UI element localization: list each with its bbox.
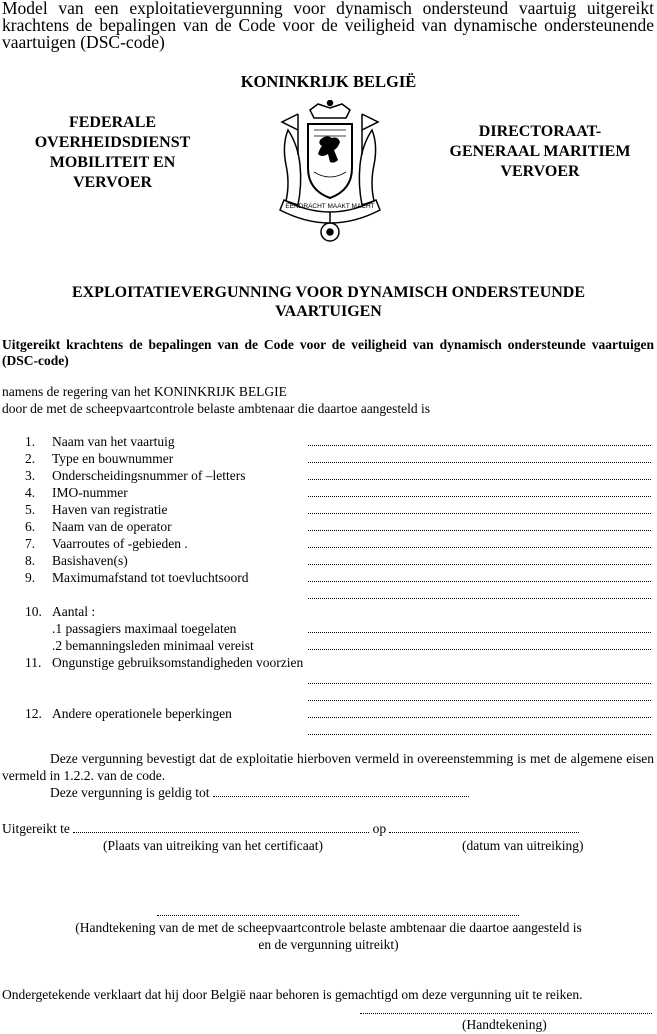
list-item: [0, 688, 657, 705]
fill-in-field[interactable]: [308, 452, 651, 463]
declarant-signature-field[interactable]: [360, 1003, 652, 1014]
fill-in-field[interactable]: [308, 503, 651, 514]
right-authority: DIRECTORAAT-GENERAAL MARITIEM VERVOER: [449, 123, 631, 180]
fill-in-field[interactable]: [308, 724, 651, 735]
fill-in-field[interactable]: [308, 707, 651, 718]
place-field[interactable]: [73, 821, 369, 833]
fill-in-field[interactable]: [308, 571, 651, 582]
list-item: 6. Naam van de operator: [0, 518, 657, 535]
left-authority: FEDERALE OVERHEIDSDIENST MOBILITEIT EN VERVOER: [34, 114, 191, 191]
valid-until-row: [2, 784, 654, 801]
list-item: 9. Maximumafstand tot toevluchtsoord: [0, 569, 657, 586]
certificate-subtitle: Uitgereikt krachtens de bepalingen van de Code voor de veiligheid van dynamisch ondersteunde vaartuigen (DSC-code): [2, 337, 654, 368]
list-item: [0, 722, 657, 739]
list-item: 1. Naam van het vaartuig: [0, 433, 657, 450]
list-item: 8. Basishaven(s): [0, 552, 657, 569]
date-field[interactable]: [389, 821, 579, 833]
official-signature-field[interactable]: [157, 905, 519, 916]
place-caption: (Plaats van uitreiking van het certificaat): [103, 838, 324, 853]
intro-text: Model van een exploitatievergunning voor dynamisch ondersteund vaartuig uitgereikt krachtens de bepalingen van de Code voor de veiligheid van dynamische ondersteunende vaartuigen (DSC-code): [2, 0, 654, 52]
on-behalf-text: [2, 383, 654, 417]
list-item: .2 bemanningsleden minimaal vereist: [0, 637, 657, 654]
fill-in-field[interactable]: [308, 588, 651, 599]
fill-in-field[interactable]: [308, 554, 651, 565]
on-behalf-line2: door de met de scheepvaartcontrole belaste ambtenaar die daartoe aangesteld is: [2, 401, 431, 416]
fill-in-field[interactable]: [308, 435, 651, 446]
on-behalf-line1: namens de regering van het KONINKRIJK BELGIE: [2, 384, 287, 399]
fill-in-field[interactable]: [308, 690, 651, 701]
confirmation-text: [2, 750, 654, 801]
fill-in-field[interactable]: [308, 469, 651, 480]
declaration-text: Ondergetekende verklaart dat hij door België naar behoren is gemachtigd om deze vergunning uit te reiken.: [2, 987, 583, 1002]
list-item: 2. Type en bouwnummer: [0, 450, 657, 467]
signature-caption-line1: (Handtekening van de met de scheepvaartcontrole belaste ambtenaar die daartoe aangesteld is: [75, 920, 582, 935]
list-item: [0, 586, 657, 603]
certificate-title: EXPLOITATIEVERGUNNING VOOR DYNAMISCH ONDERSTEUNDE VAARTUIGEN: [71, 284, 586, 320]
list-item: .1 passagiers maximaal toegelaten: [0, 620, 657, 637]
list-item: [0, 671, 657, 688]
issued-row: [2, 820, 654, 837]
list-item: 5. Haven van registratie: [0, 501, 657, 518]
official-signature-caption: [0, 919, 657, 953]
fill-in-field[interactable]: [308, 537, 651, 548]
list-item: 12. Andere operationele beperkingen: [0, 705, 657, 722]
fill-in-field[interactable]: [308, 639, 651, 650]
list-item: 3. Onderscheidingsnummer of –letters: [0, 467, 657, 484]
op-label: op: [372, 821, 387, 836]
issued-at-label: Uitgereikt te: [2, 821, 70, 836]
list-item: 10. Aantal :: [25, 604, 96, 619]
list-item: 7. Vaarroutes of -gebieden .: [0, 535, 657, 552]
date-caption: (datum van uitreiking): [462, 838, 584, 853]
kingdom-heading: KONINKRIJK BELGIË: [240, 72, 417, 91]
signature-caption-line2: en de vergunning uitreikt): [258, 937, 399, 952]
fill-in-field[interactable]: [308, 520, 651, 531]
fill-in-field[interactable]: [308, 673, 651, 684]
valid-until-label: Deze vergunning is geldig tot: [50, 785, 210, 800]
confirmation-paragraph: Deze vergunning bevestigt dat de exploitatie hierboven vermeld in overeenstemming is met de algemene eisen vermeld in 1.2.2. van de code.: [2, 751, 654, 783]
coat-of-arms-icon: [270, 100, 390, 245]
list-item: 4. IMO-nummer: [0, 484, 657, 501]
fill-in-field[interactable]: [308, 622, 651, 633]
list-item: 11. Ongunstige gebruiksomstandigheden voorzien: [25, 655, 304, 670]
handtekening-caption: (Handtekening): [462, 1017, 547, 1032]
fill-in-field[interactable]: [308, 486, 651, 497]
valid-until-field[interactable]: [213, 785, 469, 797]
crest-motto: EENDRACHT MAAKT MACHT: [285, 203, 375, 210]
